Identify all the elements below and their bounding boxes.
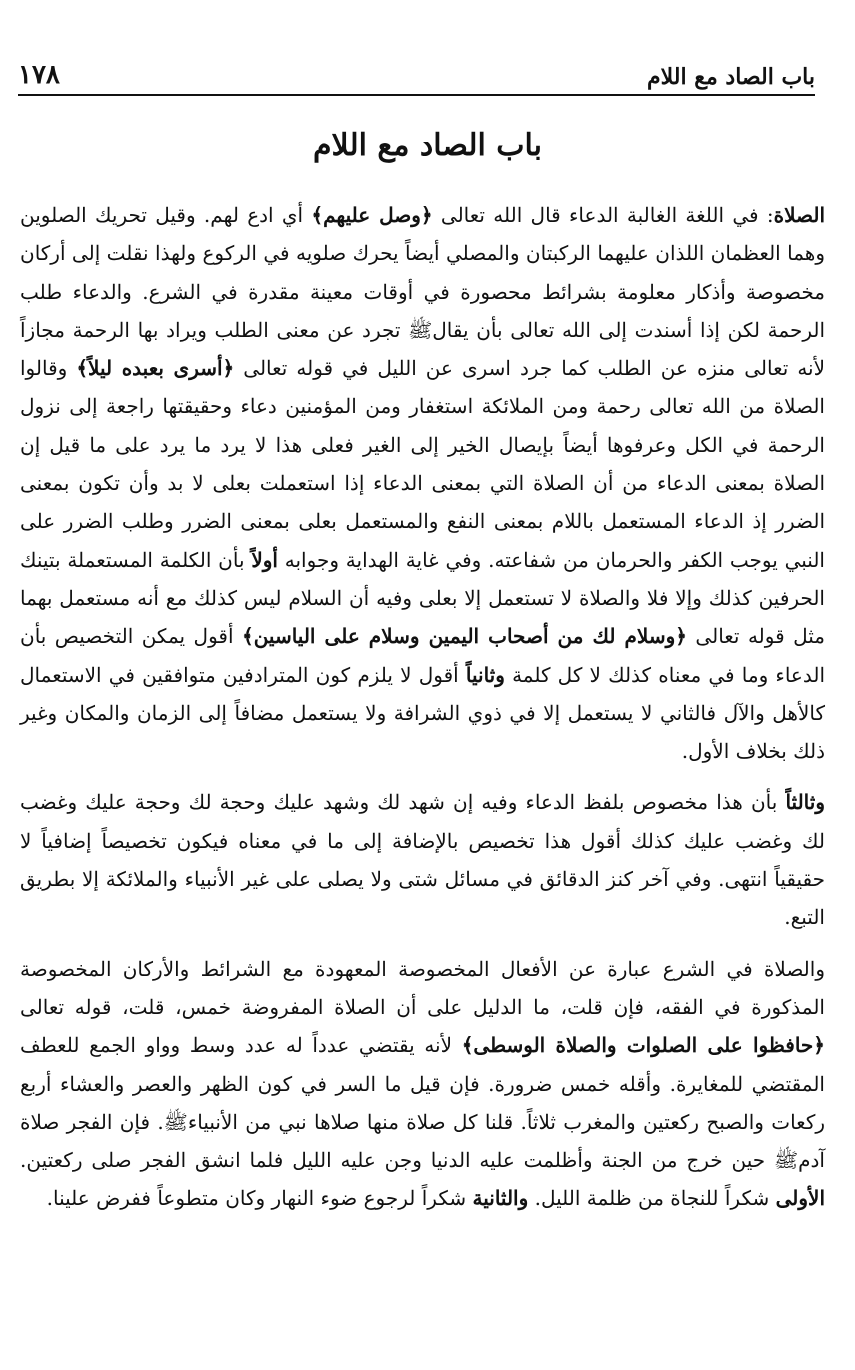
paragraph [20, 196, 825, 770]
text-run: شكراً لرجوع ضوء النهار وكان متطوعاً ففرض علينا. [46, 1186, 473, 1211]
chapter-title: باب الصاد مع اللام [312, 128, 543, 163]
bold-run: وثانياً [465, 662, 505, 687]
bold-run: والثانية [472, 1186, 529, 1211]
text-run: وقالوا الصلاة من الله تعالى رحمة ومن الملائكة استغفار ومن المؤمنين دعاء وحقيقتها راجعة إلى نزول الرحمة في الكل وعرفوها أيضاً بإيصال الخير إلى الغير فعلى هذا لا يرد ما يرد على ما قيل إن الصلاة بمعنى الدعاء من أن الصلاة التي بمعنى الدعاء إذا استعملت بعلى لا بد وأن تكون بمعنى الضرر إذ الدعاء المستعمل باللام بمعنى النفع والمستعمل بعلى بمعنى الضرر وطلب الضرر على النبي يوجب الكفر والحرمان من شفاعته. وفي غاية الهداية وجوابه [20, 356, 825, 572]
text-run: أقول لا يلزم كون المترادفين متوافقين في الاستعمال كالأهل والآل فالثاني لا يستعمل إلا في ذوي الشرافة ولا يستعمل مضافاً إلى الزمان والمكان وغير ذلك بخلاف الأول. [20, 662, 825, 764]
text-run: شكراً للنجاة من ظلمة الليل. [528, 1186, 776, 1211]
text-run: أي ادع لهم. وقيل تحريك الصلوين وهما العظمان اللذان عليهما الركبتان والمصلي أيضاً يحرك صلويه في الركوع ولهذا نقلت إلى أركان مخصوصة وأذكار معلومة بشرائط محصورة في أوقات معينة مقدرة في الشرع. والدعاء طلب الرحمة لكن إذا أسندت إلى الله تعالى بأن يقالﷺ تجرد عن معنى الطلب ويراد بها الرحمة مجازاً لأنه تعالى منزه عن الطلب كما جرد اسرى عن الليل في قوله تعالى [20, 203, 826, 381]
body-text [20, 196, 825, 1218]
paragraph [20, 950, 825, 1218]
bold-run: ﴿وصل عليهم﴾ [311, 203, 433, 227]
text-run: بأن هذا مخصوص بلفظ الدعاء وفيه إن شهد لك وشهد عليك وحجة لك وحجة عليك وغضب لك وغضب عليك كذلك أقول هذا تخصيص بالإضافة إلى ما في معناه فيكون تخصيصاً إضافياً لا حقيقياً انتهى. وفي آخر كنز الدقائق في مسائل شتى ولا يصلى على غير الأنبياء والملائكة إلا بطريق التبع. [20, 790, 825, 930]
text-run: والصلاة في الشرع عبارة عن الأفعال المخصوصة المعهودة مع الشرائط والأركان المخصوصة المذكورة في الفقه، فإن قلت، ما الدليل على أن الصلاة المفروضة خمس، قلت، قوله تعالى [20, 956, 825, 1019]
bold-run: ﴿أسرى بعبده ليلاً﴾ [76, 356, 235, 381]
text-run: لأنه يقتضي عدداً له عدد وسط وواو الجمع للعطف المقتضي للمغايرة. وأقله خمس ضرورة. فإن قيل ما السر في كون الظهر والعصر والعشاء أربع ركعات والصبح ركعتين والمغرب ثلاثاً. قلنا كل صلاة منها صلاها نبي من الأنبياءﷺ. فإن الفجر صلاة آدمﷺ حين خرج من الجنة وأظلمت عليه الدنيا وجن عليه الليل فلما انشق الفجر صلى ركعتين. [20, 1033, 825, 1173]
bold-run: وثالثاً [785, 790, 825, 815]
page-header [18, 58, 815, 96]
text-run: أقول يمكن التخصيص بأن الدعاء وما في معناه كذلك لا كل كلمة [20, 624, 826, 687]
bold-run: الأولى [775, 1186, 825, 1211]
bold-run: أولاً [251, 547, 278, 572]
running-title: باب الصاد مع اللام [647, 64, 815, 90]
bold-run: الصلاة [773, 203, 826, 227]
paragraph [20, 783, 825, 936]
bold-run: ﴿حافظوا على الصلوات والصلاة الوسطى﴾ [461, 1033, 825, 1058]
text-run: : في اللغة الغالبة الدعاء قال الله تعالى [432, 203, 774, 227]
page-number: ١٧٨ [18, 60, 60, 90]
text-run: بأن الكلمة المستعملة بتينك الحرفين كذلك وإلا فلا والصلاة لا تستعمل إلا بعلى وفيه أن السلام ليس كذلك مع أنه مستعمل بهما مثل قوله تعالى [20, 547, 825, 649]
bold-run: ﴿وسلام لك من أصحاب اليمين وسلام على الياسين﴾ [241, 624, 687, 649]
